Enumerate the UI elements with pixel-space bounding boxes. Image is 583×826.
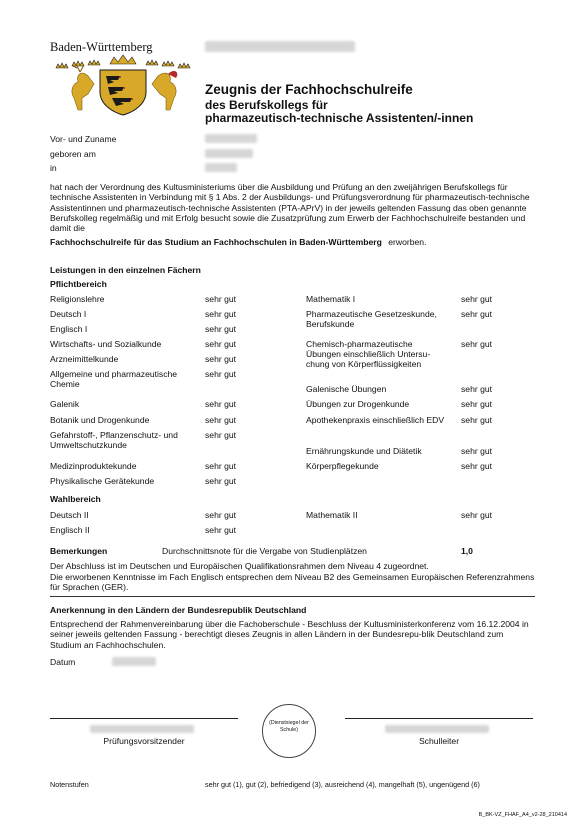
certificate-title: Zeugnis der Fachhochschulreife (205, 82, 413, 97)
result-tail: erworben. (388, 237, 427, 247)
coat-of-arms-logo (48, 54, 198, 116)
grade-value: sehr gut (461, 339, 493, 349)
grade-value: sehr gut (205, 476, 237, 486)
grade-value: sehr gut (205, 309, 237, 319)
official-seal (262, 704, 316, 758)
grade-value: sehr gut (205, 399, 237, 409)
grade-value: sehr gut (461, 510, 493, 520)
birthdate-label: geboren am (50, 149, 96, 159)
signature-line-left (50, 718, 238, 719)
recognition-text: Entsprechend der Rahmenvereinbarung über die Fachoberschule - Beschluss der Kultusministerkonferenz vom 16.12.2004 in seiner jeweils geltenden Fassung - berechtigt dieses Zeugnis in allen Ländern in der Bundesrepu-blik Deutschland zum Studium an Fachhochschulen. (50, 619, 529, 650)
grade-value: sehr gut (205, 510, 237, 520)
form-code: B_BK-VZ_FHAF_A4_v2-28_210414 (478, 812, 567, 818)
subject-label: Deutsch II (50, 510, 89, 520)
subject-label: Wirtschafts- und Sozialkunde (50, 339, 162, 349)
grade-value: sehr gut (205, 354, 237, 364)
state-name: Baden-Württemberg (50, 40, 153, 54)
examiner-title: Prüfungsvorsitzender (103, 736, 185, 746)
subject-label: Mathematik I (306, 294, 356, 304)
grade-value: sehr gut (461, 294, 493, 304)
subject-label: Physikalische Gerätekunde (50, 476, 155, 486)
subject-label: Allgemeine und pharmazeutische Chemie (50, 369, 178, 389)
subject-label: Galenik (50, 399, 80, 409)
subject-label: Gefahrstoff-, Pflanzenschutz- und Umweltschutzkunde (50, 430, 178, 450)
subject-label: Pharmazeutische Gesetzeskunde, Berufskunde (306, 309, 437, 329)
result-statement (50, 237, 426, 247)
subject-label: Religionslehre (50, 294, 105, 304)
result-bold: Fachhochschulreife für das Studium an Fachhochschulen in Baden-Württemberg (50, 237, 382, 247)
grade-value: sehr gut (461, 446, 493, 456)
name-redacted (205, 134, 257, 143)
subject-label: Englisch I (50, 324, 88, 334)
grade-value: sehr gut (461, 415, 493, 425)
subject-label: Galenische Übungen (306, 384, 387, 394)
date-redacted (112, 657, 156, 666)
grade-value: sehr gut (205, 415, 237, 425)
grade-value: sehr gut (461, 384, 493, 394)
subject-label: Deutsch I (50, 309, 87, 319)
grade-scale-label: Notenstufen (50, 780, 89, 789)
subject-label: Körperpflegekunde (306, 461, 379, 471)
name-label: Vor- und Zuname (50, 134, 117, 144)
grade-value: sehr gut (205, 339, 237, 349)
date-label: Datum (50, 657, 76, 667)
grade-value: sehr gut (205, 525, 237, 535)
average-grade-label: Durchschnittsnote für die Vergabe von Studienplätzen (162, 546, 367, 556)
recognition-title: Anerkennung in den Ländern der Bundesrepublik Deutschland (50, 605, 307, 615)
grade-value: sehr gut (205, 294, 237, 304)
grade-value: sehr gut (205, 324, 237, 334)
grade-value: sehr gut (205, 430, 237, 440)
subject-label: Apothekenpraxis einschließlich EDV (306, 415, 445, 425)
pflicht-title: Pflichtbereich (50, 279, 107, 289)
signature-line-right (345, 718, 533, 719)
remark-line-1: Der Abschluss ist im Deutschen und Europäischen Qualifikationsrahmen dem Niveau 4 zugeordnet. (50, 561, 429, 571)
intro-text: hat nach der Verordnung des Kultusministeriums über die Ausbildung und Prüfung an den zweijährigen Berufskollegs für technische Assistenten in Verbindung mit § 1 Abs. 2 der Ausbildungs- und Prüfungsverordnung für pharmazeutisch-technische Assistentinnen und pharmazeutisch-technische Assistenten (PTA-APrV) in der jeweils geltenden Fassung das oben genannte Berufskolleg regelmäßig und mit Erfolg besucht sowie die Zusatzprüfung zum Erwerb der Fachhochschulreife bestanden und damit die (50, 182, 530, 234)
grade-value: sehr gut (461, 309, 493, 319)
principal-name-redacted (385, 725, 489, 733)
subject-label: Arzneimittelkunde (50, 354, 119, 364)
seal-text: (Dienstsiegel der Schule) (269, 720, 309, 733)
grade-value: sehr gut (461, 461, 493, 471)
birthplace-redacted (205, 163, 237, 172)
grade-value: sehr gut (205, 369, 237, 379)
subject-label: Mathematik II (306, 510, 358, 520)
remarks-label: Bemerkungen (50, 546, 108, 556)
grade-scale: sehr gut (1), gut (2), befriedigend (3), ausreichend (4), mangelhaft (5), ungenügend (6) (205, 780, 480, 789)
wahl-title: Wahlbereich (50, 494, 101, 504)
divider (50, 596, 535, 597)
grade-value: sehr gut (205, 461, 237, 471)
remark-line-2: Die erworbenen Kenntnisse im Fach Englisch entsprechen dem Niveau B2 des Gemeinsamen Europäischen Referenzrahmens für Sprachen (GER). (50, 572, 535, 592)
examiner-name-redacted (90, 725, 194, 733)
birthdate-redacted (205, 149, 253, 158)
average-grade-value: 1,0 (461, 546, 473, 556)
school-name-redacted (205, 41, 355, 52)
subject-label: Englisch II (50, 525, 90, 535)
grade-value: sehr gut (461, 399, 493, 409)
subject-label: Ernährungskunde und Diätetik (306, 446, 422, 456)
grades-section-title: Leistungen in den einzelnen Fächern (50, 265, 201, 275)
certificate-subtitle-2: pharmazeutisch-technische Assistenten/-innen (205, 111, 474, 125)
principal-title: Schulleiter (418, 736, 460, 746)
birthplace-label: in (50, 163, 57, 173)
subject-label: Übungen zur Drogenkunde (306, 399, 410, 409)
subject-label: Botanik und Drogenkunde (50, 415, 150, 425)
subject-label: Medizinproduktekunde (50, 461, 137, 471)
certificate-subtitle-1: des Berufskollegs für (205, 98, 328, 112)
subject-label: Chemisch-pharmazeutische Übungen einschließlich Untersu-chung von Körperflüssigkeiten (306, 339, 431, 369)
